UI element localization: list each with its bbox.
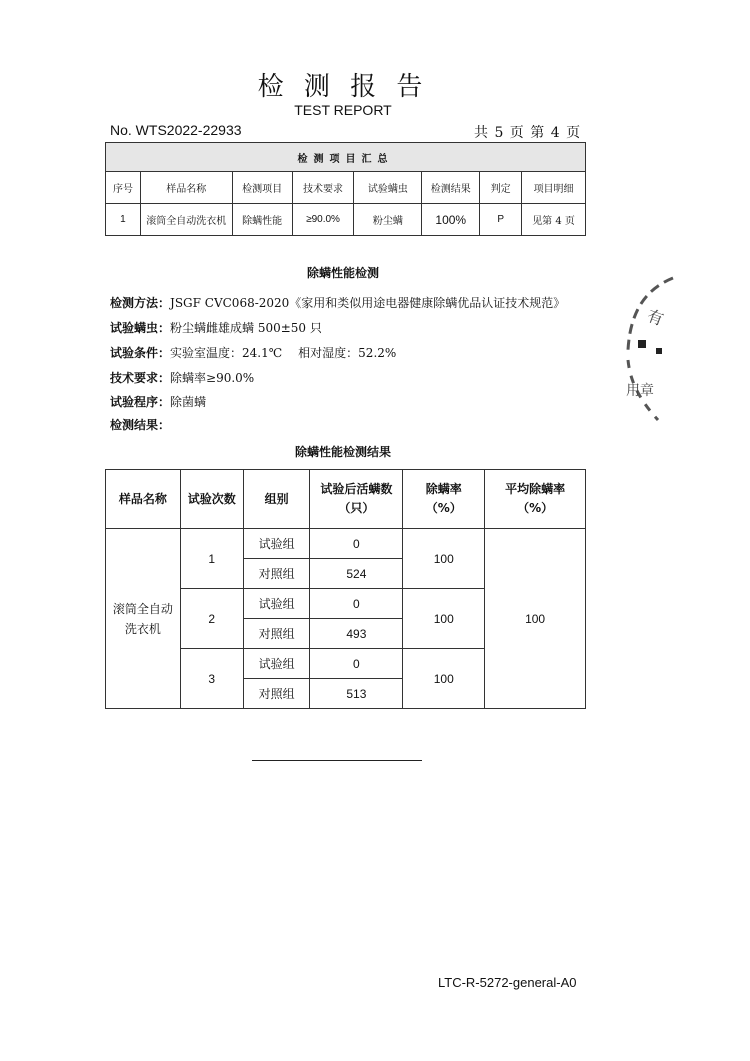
header-avg-line1: 平均除螨率 — [505, 482, 566, 496]
page-info: 共 5 页 第 4 页 — [474, 125, 582, 141]
group-cell: 对照组 — [243, 559, 310, 589]
header-avg-line2: （%） — [517, 501, 554, 515]
rate-cell: 100 — [403, 649, 485, 709]
table-row — [106, 204, 586, 236]
group-cell: 试验组 — [243, 589, 310, 619]
summary-cell: ≥90.0% — [292, 204, 354, 236]
summary-col-header: 样品名称 — [140, 172, 232, 204]
condition-humidity: 相对湿度：52.2% — [298, 346, 397, 360]
trial-number: 2 — [180, 589, 243, 649]
average-rate-cell: 100 — [485, 529, 586, 709]
section-title: 除螨性能检测 — [306, 266, 379, 280]
summary-cell: 滚筒全自动洗衣机 — [140, 204, 232, 236]
rate-cell: 100 — [403, 529, 485, 589]
summary-col-header: 试验螨虫 — [354, 172, 422, 204]
procedure-value: 除菌螨 — [170, 395, 207, 409]
report-title-en: TEST REPORT — [294, 102, 392, 118]
count-cell: 513 — [310, 679, 403, 709]
results-title: 除螨性能检测结果 — [294, 445, 391, 459]
mite-value: 粉尘螨雌雄成螨 500±50 只 — [170, 321, 322, 335]
summary-cell: 除螨性能 — [232, 204, 292, 236]
requirement-line — [110, 369, 254, 386]
report-title-cn: 检 测 报 告 — [257, 72, 429, 102]
header-count-line2: （只） — [338, 501, 375, 515]
summary-cell: P — [480, 204, 522, 236]
group-cell: 对照组 — [243, 679, 310, 709]
results-table — [105, 469, 586, 709]
footer-code: LTC-R-5272-general-A0 — [438, 975, 577, 990]
method-line — [110, 294, 565, 311]
requirement-label: 技术要求： — [110, 371, 171, 385]
mite-line — [110, 319, 322, 336]
summary-col-header: 判定 — [480, 172, 522, 204]
rate-cell: 100 — [403, 589, 485, 649]
count-cell: 0 — [310, 589, 403, 619]
stamp-text-top: 有 — [644, 305, 667, 330]
header-average — [485, 470, 586, 529]
method-value: JSGF CVC068-2020《家用和类似用途电器健康除螨优品认证技术规范》 — [170, 296, 566, 310]
result-label: 检测结果： — [110, 418, 171, 432]
method-label: 检测方法： — [110, 296, 171, 310]
procedure-line — [110, 393, 206, 410]
requirement-value: 除螨率≥90.0% — [170, 371, 255, 385]
condition-temp: 实验室温度：24.1℃ — [170, 346, 283, 360]
count-cell: 0 — [310, 529, 403, 559]
header-group: 组别 — [243, 470, 310, 529]
summary-cell: 100% — [422, 204, 480, 236]
trial-number: 1 — [180, 529, 243, 589]
summary-heading: 检测项目汇总 — [106, 143, 586, 172]
summary-col-header: 序号 — [106, 172, 141, 204]
end-rule — [252, 760, 422, 761]
result-line — [110, 416, 170, 433]
summary-table — [105, 142, 586, 236]
stamp-fragment — [618, 270, 678, 430]
header-count-line1: 试验后活螨数 — [320, 482, 393, 496]
condition-label: 试验条件： — [110, 346, 171, 360]
group-cell: 对照组 — [243, 619, 310, 649]
table-row — [106, 529, 586, 559]
summary-col-header: 技术要求 — [292, 172, 354, 204]
group-cell: 试验组 — [243, 649, 310, 679]
sample-name-cell — [106, 529, 181, 709]
group-cell: 试验组 — [243, 529, 310, 559]
summary-header-row — [106, 172, 586, 204]
count-cell: 524 — [310, 559, 403, 589]
sample-name-line2: 洗衣机 — [124, 621, 161, 636]
summary-col-header: 项目明细 — [522, 172, 586, 204]
procedure-label: 试验程序： — [110, 395, 171, 409]
report-number: No. WTS2022-22933 — [110, 122, 242, 138]
summary-cell: 见第 4 页 — [522, 204, 586, 236]
results-header-row — [106, 470, 586, 529]
summary-cell: 1 — [106, 204, 141, 236]
summary-cell: 粉尘螨 — [354, 204, 422, 236]
sample-name-line1: 滚筒全自动 — [112, 601, 173, 616]
stamp-text-bottom: 用章 — [626, 383, 654, 399]
mite-label: 试验螨虫： — [110, 321, 171, 335]
count-cell: 493 — [310, 619, 403, 649]
condition-line — [110, 344, 396, 361]
summary-col-header: 检测项目 — [232, 172, 292, 204]
summary-col-header: 检测结果 — [422, 172, 480, 204]
header-count — [310, 470, 403, 529]
header-rate-line2: （%） — [425, 501, 462, 515]
trial-number: 3 — [180, 649, 243, 709]
header-sample: 样品名称 — [106, 470, 181, 529]
header-rate — [403, 470, 485, 529]
header-trial: 试验次数 — [180, 470, 243, 529]
header-rate-line1: 除螨率 — [425, 482, 462, 496]
count-cell: 0 — [310, 649, 403, 679]
